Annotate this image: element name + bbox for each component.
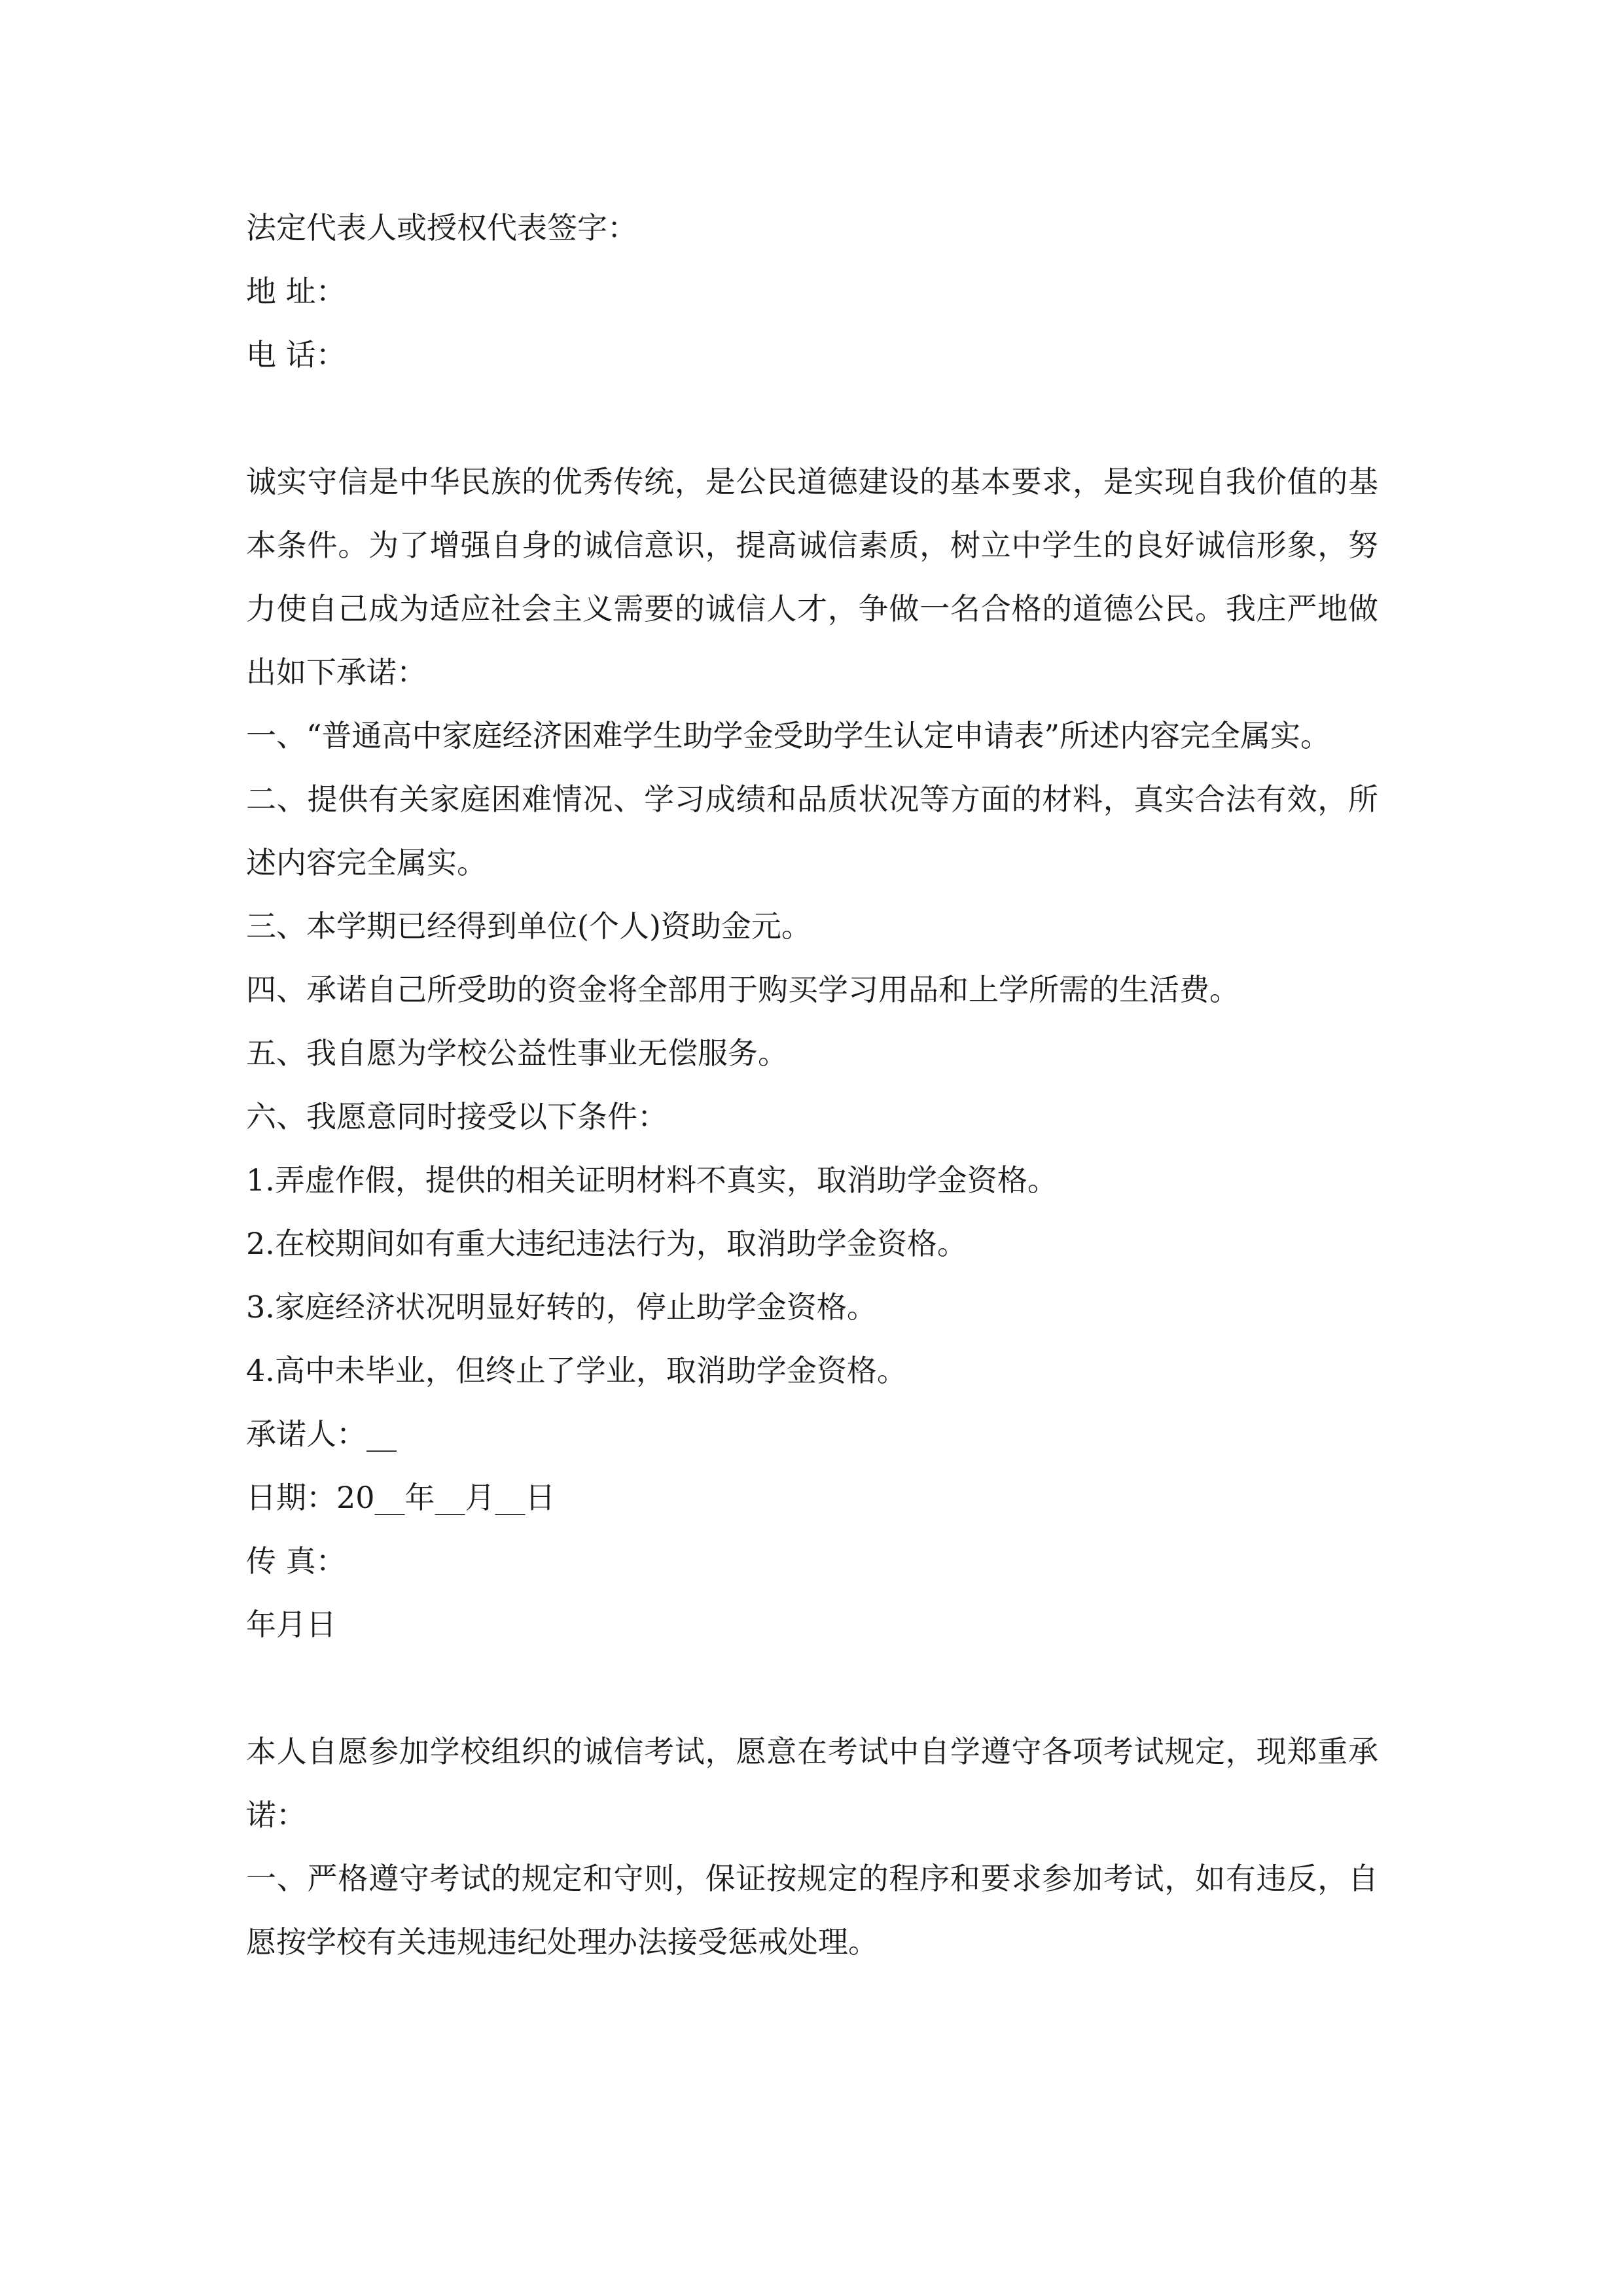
signature-block	[246, 196, 1378, 387]
date-line: 日期：20__年__月__日	[246, 1480, 556, 1515]
condition-3: 3.家庭经济状况明显好转的，停止助学金资格。	[246, 1289, 877, 1325]
condition-1: 1.弄虚作假，提供的相关证明材料不真实，取消助学金资格。	[246, 1162, 1058, 1198]
phone-line: 电 话：	[246, 337, 346, 372]
exam-pledge-item-1: 一、严格遵守考试的规定和守则，保证按规定的程序和要求参加考试，如有违反，自愿按学校有关违规违纪处理办法接受惩戒处理。	[246, 1861, 1378, 1960]
condition-2: 2.在校期间如有重大违纪违法行为，取消助学金资格。	[246, 1226, 967, 1261]
signature-line: 法定代表人或授权代表签字：	[246, 210, 637, 245]
pledge-item-1: 一、“普通高中家庭经济困难学生助学金受助学生认定申请表”所述内容完全属实。	[246, 718, 1331, 753]
promisor-line: 承诺人：__	[246, 1416, 397, 1452]
fax-line: 传 真：	[246, 1543, 346, 1579]
pledge-intro: 诚实守信是中华民族的优秀传统，是公民道德建设的基本要求，是实现自我价值的基本条件。为了增强自身的诚信意识，提高诚信素质，树立中学生的良好诚信形象，努力使自己成为适应社会主义需要的诚信人才，争做一名合格的道德公民。我庄严地做出如下承诺：	[246, 464, 1378, 690]
condition-4: 4.高中未毕业，但终止了学业，取消助学金资格。	[246, 1353, 907, 1388]
pledge-item-2: 二、提供有关家庭困难情况、学习成绩和品质状况等方面的材料，真实合法有效，所述内容完全属实。	[246, 781, 1378, 880]
address-line: 地 址：	[246, 274, 346, 309]
pledge-item-3: 三、本学期已经得到单位(个人)资助金元。	[246, 908, 812, 944]
exam-pledge-section	[246, 1720, 1378, 1974]
pledge-item-6: 六、我愿意同时接受以下条件：	[246, 1099, 668, 1134]
pledge-item-4: 四、承诺自己所受助的资金将全部用于购买学习用品和上学所需的生活费。	[246, 972, 1240, 1007]
exam-pledge-intro: 本人自愿参加学校组织的诚信考试，愿意在考试中自学遵守各项考试规定，现郑重承诺：	[246, 1734, 1378, 1833]
pledge-item-5: 五、我自愿为学校公益性事业无偿服务。	[246, 1035, 788, 1071]
ymd-line: 年月日	[246, 1607, 336, 1642]
pledge-section	[246, 450, 1378, 1657]
document-body	[246, 196, 1378, 1974]
